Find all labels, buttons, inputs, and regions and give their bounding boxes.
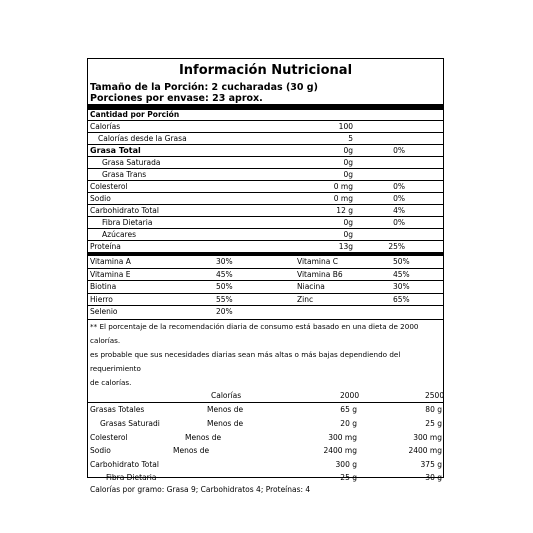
nutrient-amount: 100 — [338, 122, 353, 131]
nutrient-amount: 12 g — [336, 206, 353, 215]
ref-qualifier: Menos de — [207, 404, 244, 414]
ref-value-2500: 25 g — [425, 418, 442, 428]
vitamin-row — [88, 269, 443, 282]
serving-size: Tamaño de la Porción: 2 cucharadas (30 g) — [90, 82, 318, 93]
nutrient-row — [88, 241, 443, 253]
nutrient-percent: 25% — [388, 242, 405, 251]
ref-label: Grasas Totales — [90, 404, 145, 414]
nutrient-label: Fibra Dietaria — [102, 218, 153, 227]
ref-value-2000: 300 g — [335, 459, 357, 469]
ref-value-2500: 80 g — [425, 404, 442, 414]
ref-value-2000: 300 mg — [328, 432, 357, 442]
servings-per-container: Porciones por envase: 23 aprox. — [90, 93, 263, 104]
nutrient-row — [88, 217, 443, 229]
nutrient-percent: 0% — [393, 218, 405, 227]
nutrient-label: Calorías desde la Grasa — [98, 134, 187, 143]
vitamin-value: 20% — [216, 307, 233, 316]
vitamin-name: Vitamina E — [90, 269, 131, 279]
vitamin-value: 30% — [216, 257, 233, 266]
ref-label: Carbohidrato Total — [90, 459, 159, 469]
nutrient-amount: 0g — [343, 146, 353, 155]
nutrient-label: Grasa Saturada — [102, 158, 161, 167]
vitamin-name: Vitamina B6 — [297, 269, 343, 279]
nutrient-row — [88, 169, 443, 181]
nutrient-amount: 0g — [343, 230, 353, 239]
ref-divider — [88, 402, 443, 403]
nutrient-label: Proteína — [90, 242, 121, 251]
vitamin-row — [88, 306, 443, 319]
footnote-line: ** El porcentaje de la recomendación diaria de consumo está basado en una dieta de 2000 calorías. — [90, 321, 419, 345]
ref-header-2000: 2000 — [340, 390, 360, 400]
ref-qualifier: Menos de — [207, 418, 244, 428]
nutrition-facts-panel — [87, 58, 445, 494]
nutrient-row — [88, 229, 443, 241]
ref-label: Sodio — [90, 445, 111, 455]
nutrient-row — [88, 193, 443, 205]
vitamin-name: Niacina — [297, 282, 325, 291]
vitamin-value: 30% — [393, 282, 410, 291]
nutrient-label: Grasa Total — [90, 146, 141, 155]
ref-value-2500: 2400 mg — [408, 445, 442, 455]
vitamin-row — [88, 256, 443, 269]
footnote-line: es probable que sus necesidades diarias sean más altas o más bajas dependiendo del requerimiento — [90, 349, 401, 373]
ref-qualifier: Menos de — [185, 432, 222, 442]
vitamin-name: Selenio — [90, 307, 118, 316]
nutrient-label: Grasa Trans — [102, 170, 147, 179]
nutrient-amount: 0g — [343, 158, 353, 167]
footnotes — [88, 319, 443, 390]
vitamin-value: 50% — [393, 257, 410, 266]
vitamin-name: Biotina — [90, 282, 117, 291]
ref-label: Colesterol — [90, 432, 128, 442]
vitamin-value: 55% — [216, 294, 233, 304]
ref-value-2000: 20 g — [340, 418, 357, 428]
nutrient-row — [88, 181, 443, 193]
nutrient-amount: 0g — [343, 218, 353, 227]
nutrient-percent: 0% — [393, 194, 405, 203]
vitamin-row — [88, 294, 443, 307]
ref-value-2000: 25 g — [340, 472, 357, 482]
nutrient-row — [88, 205, 443, 217]
nutrient-amount: 13g — [338, 242, 353, 251]
vitamin-value: 45% — [216, 269, 233, 279]
ref-label: Fibra Dietaria — [106, 472, 157, 482]
ref-value-2500: 300 mg — [413, 432, 442, 442]
daily-values-reference-table — [88, 390, 443, 494]
nutrient-amount: 0 mg — [333, 182, 353, 191]
nutrient-label: Carbohidrato Total — [90, 206, 159, 215]
vitamin-name: Vitamina A — [90, 257, 131, 266]
ref-qualifier: Menos de — [173, 445, 210, 455]
vitamin-name: Hierro — [90, 294, 113, 304]
nutrient-label: Sodio — [90, 194, 111, 203]
vitamin-name: Zinc — [297, 294, 314, 304]
nutrient-row — [88, 133, 443, 145]
footnote-line: de calorías. — [90, 377, 132, 387]
ref-value-2000: 2400 mg — [323, 445, 357, 455]
nutrient-row — [88, 121, 443, 133]
vitamin-row — [88, 281, 443, 294]
vitamin-value: 65% — [393, 294, 410, 304]
nutrient-label: Colesterol — [90, 182, 128, 191]
nutrient-label: Calorías — [90, 122, 121, 131]
panel-title: Información Nutricional — [178, 63, 353, 78]
ref-label: Grasas Saturadi — [100, 418, 160, 428]
calories-per-gram: Calorías por gramo: Grasa 9; Carbohidratos 4; Proteínas: 4 — [90, 484, 311, 494]
nutrient-percent: 0% — [393, 146, 405, 155]
nutrient-amount: 0 mg — [333, 194, 353, 203]
nutrient-amount: 0g — [343, 170, 353, 179]
nutrient-percent: 4% — [393, 206, 405, 215]
nutrient-row — [88, 157, 443, 169]
nutrient-row — [88, 145, 443, 157]
ref-value-2000: 65 g — [340, 404, 357, 414]
ref-header-2500: 2500 — [425, 390, 445, 400]
vitamin-value: 50% — [216, 282, 233, 291]
nutrient-amount: 5 — [348, 134, 353, 143]
nutrient-percent: 0% — [393, 182, 405, 191]
amount-per-serving-header: Cantidad por Porción — [88, 110, 443, 121]
ref-value-2500: 375 g — [420, 459, 442, 469]
ref-value-2500: 30 g — [425, 472, 442, 482]
vitamin-value: 45% — [393, 269, 410, 279]
nutrient-label: Azúcares — [102, 230, 136, 239]
ref-header-calories: Calorías — [211, 390, 242, 400]
vitamin-name: Vitamina C — [297, 257, 338, 266]
